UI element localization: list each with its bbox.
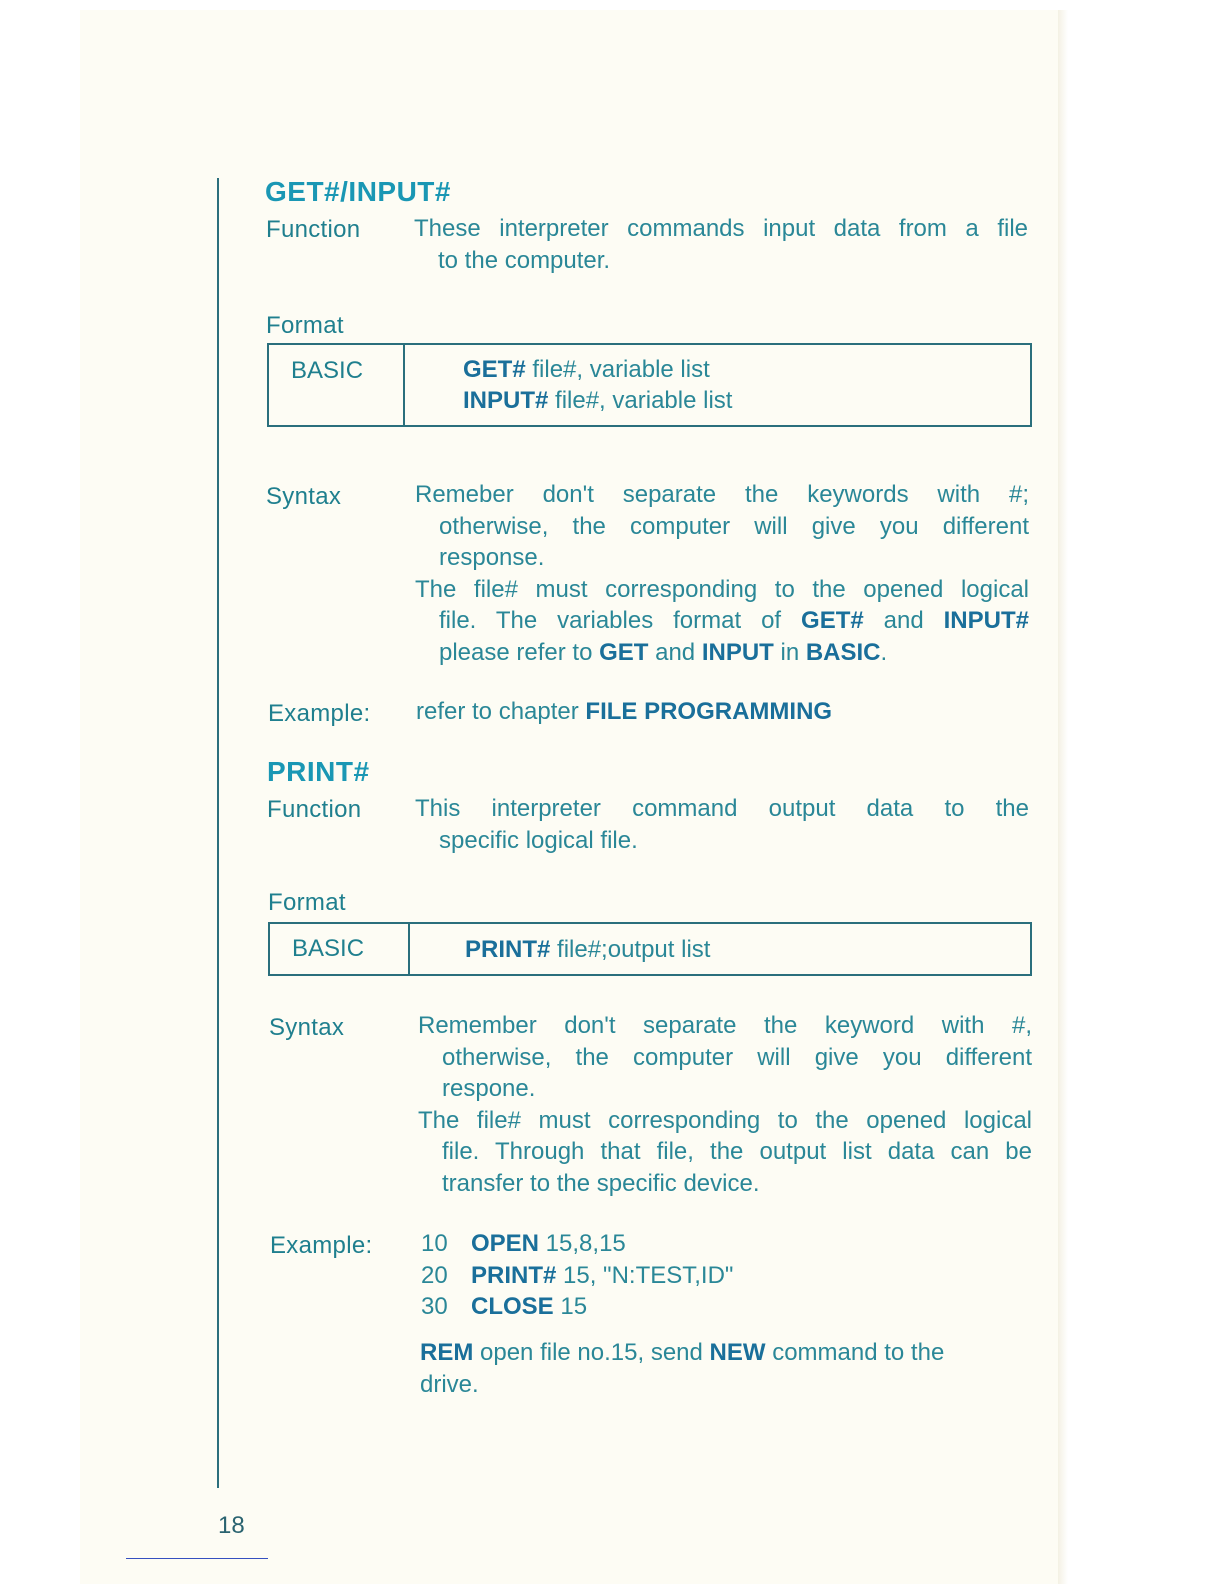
code-line: 10 OPEN 15,8,15 xyxy=(421,1230,626,1257)
example-remark: REM open file no.15, send NEW command to the drive. xyxy=(420,1339,945,1398)
function-label: Function xyxy=(267,796,362,823)
margin-rule xyxy=(217,178,219,1488)
function-description: This interpreter command output data to the specific logical file. xyxy=(415,795,1029,854)
format-box xyxy=(267,343,1032,427)
function-label: Function xyxy=(266,216,361,243)
syntax-label: Syntax xyxy=(269,1014,345,1041)
section-title-print: PRINT# xyxy=(267,756,370,787)
format-line: INPUT# file#, variable list xyxy=(463,387,733,414)
format-syntax xyxy=(465,934,710,965)
example-text: refer to chapter FILE PROGRAMMING xyxy=(416,698,833,725)
example-code xyxy=(421,1228,733,1323)
footer-rule xyxy=(126,1558,268,1559)
format-label: Format xyxy=(268,889,346,916)
syntax-description: Remeber don't separate the keywords with #; otherwise, the computer will give you different response. The file# must corresponding to the opened logical file. The variables format of GET# and INPUT# please refer to GET and INPUT in BASIC. xyxy=(415,481,1029,666)
example-label: Example: xyxy=(270,1232,373,1259)
format-line: GET# file#, variable list xyxy=(463,356,710,383)
example-label: Example: xyxy=(268,700,371,727)
format-box xyxy=(268,922,1032,976)
code-line: 20 PRINT# 15, "N:TEST,ID" xyxy=(421,1261,734,1289)
page-number: 18 xyxy=(218,1512,245,1539)
format-language: BASIC xyxy=(292,935,365,962)
function-description: These interpreter commands input data from a file to the computer. xyxy=(414,215,1028,274)
syntax-description: Remember don't separate the keyword with #, otherwise, the computer will give you different respone. The file# must corresponding to the opened logical file. Through that file, the output list data can be transfer to the specific device. xyxy=(418,1012,1032,1197)
format-label: Format xyxy=(266,312,344,339)
page-edge-shadow xyxy=(1058,10,1068,1584)
syntax-label: Syntax xyxy=(266,483,342,510)
code-line: 30 CLOSE 15 xyxy=(421,1293,588,1320)
format-syntax xyxy=(463,354,732,416)
format-line: PRINT# file#;output list xyxy=(465,936,711,963)
section-title-get-input: GET#/INPUT# xyxy=(265,176,451,207)
format-language: BASIC xyxy=(291,357,364,384)
